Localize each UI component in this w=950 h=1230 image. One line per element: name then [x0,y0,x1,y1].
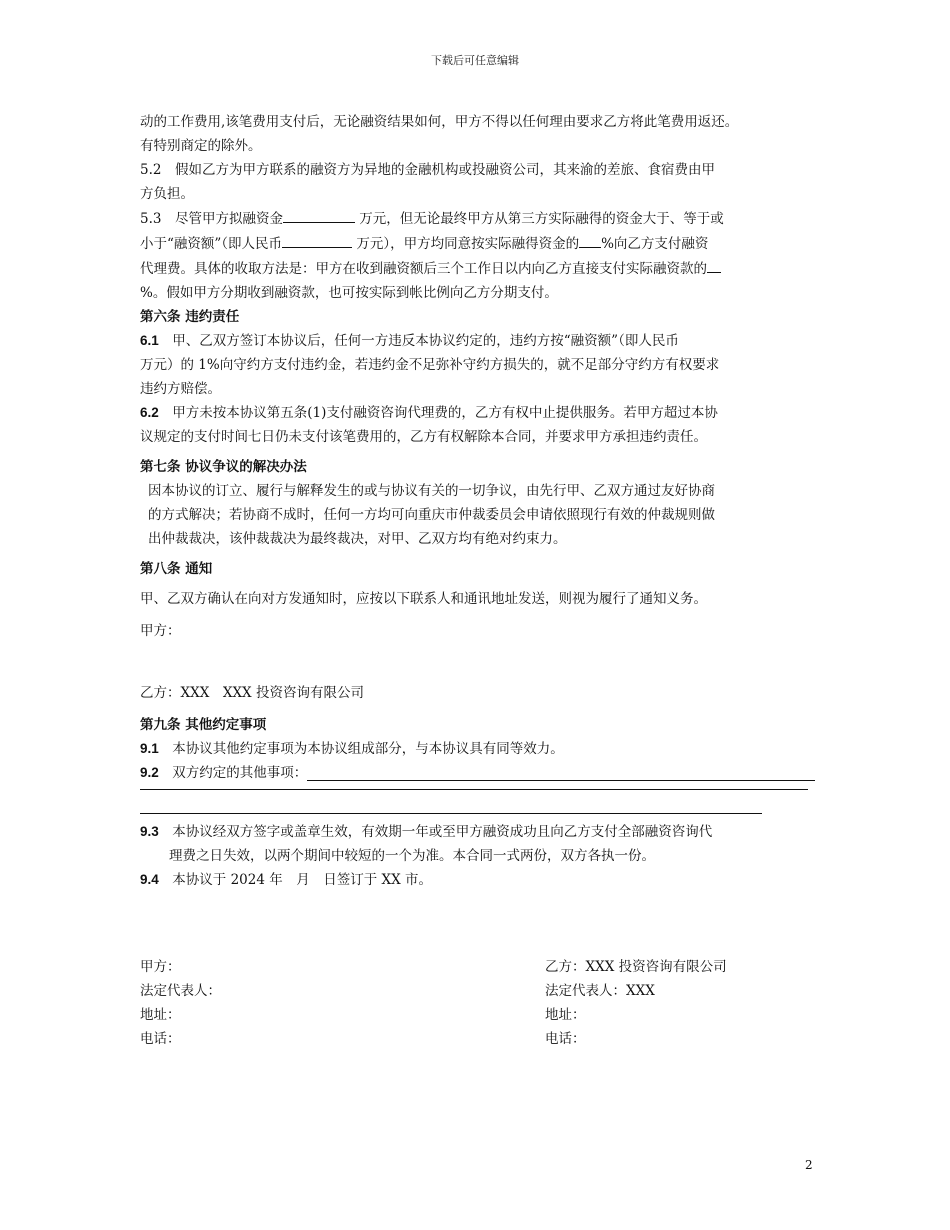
signature-row [140,979,815,1003]
fill-line [307,780,815,781]
party-b-address: 地址： [545,1007,586,1023]
article-9-title: 第九条 其他约定事项 [140,717,267,733]
signature-block [140,955,815,1051]
fill-line [140,813,762,814]
fill-line [140,789,808,790]
text-span: 本协议其他约定事项为本协议组成部分，与本协议具有同等效力。 [158,741,564,757]
signature-row [140,955,815,979]
party-a-signature: 甲方： [140,959,181,975]
paragraph-line [140,256,815,281]
clause-6-1 [140,329,815,353]
fill-blank [707,256,721,273]
article-7-title: 第七条 协议争议的解决办法 [140,459,307,475]
document-body [140,110,815,892]
text-span: 5.3 尽管甲方拟融资金 [140,211,283,227]
paragraph-line: 有特别商定的除外。 [140,138,262,154]
clause-9-4 [140,868,815,892]
paragraph-line: 出仲裁裁决，该仲裁裁决为最终裁决，对甲、乙双方均有绝对约束力。 [148,531,567,547]
text-span: 代理费。具体的收取方法是：甲方在收到融资额后三个工作日以内向乙方直接支付实际融资款的 [140,261,707,277]
paragraph-line: 议规定的支付时间七日仍未支付该笔费用的，乙方有权解除本合同，并要求甲方承担违约责任。 [140,429,707,445]
paragraph-line: 万元）的 1%向守约方支付违约金，若违约金不足弥补守约方损失的，就不足部分守约方有权要求 [140,357,720,373]
page-number: 2 [805,1158,813,1172]
clause-number: 9.4 [140,872,159,887]
party-a-address: 地址： [140,1007,181,1023]
party-b-signature: 乙方：XXX 投资咨询有限公司 [545,959,727,975]
paragraph-line: 的方式解决；若协商不成时，任何一方均可向重庆市仲裁委员会申请依照现行有效的仲裁规则做 [148,507,715,523]
text-span: %向乙方支付融资 [601,236,709,252]
fill-blank [283,206,355,223]
party-a-legal-rep: 法定代表人： [140,983,221,999]
page-header: 下载后可任意编辑 [431,54,519,67]
paragraph-line: 违约方赔偿。 [140,381,221,397]
paragraph-line [140,231,815,256]
paragraph-line: 理费之日失效，以两个期间中较短的一个为准。本合同一式两份，双方各执一份。 [169,848,655,864]
clause-number: 6.1 [140,333,159,348]
text-span: 双方约定的其他事项： [158,765,308,781]
paragraph-line: %。假如甲方分期收到融资款，也可按实际到帐比例向乙方分期支付。 [140,285,558,301]
paragraph-line: 5.2 假如乙方为甲方联系的融资方为异地的金融机构或投融资公司，其来渝的差旅、食宿费由甲 [140,162,715,178]
text-span: 本协议经双方签字或盖章生效，有效期一年或至甲方融资成功且向乙方支付全部融资咨询代 [158,824,713,840]
signature-row [140,1003,815,1027]
clause-9-1 [140,737,815,761]
text-span: 本协议于 2024 年 月 日签订于 XX 市。 [158,872,433,888]
clause-9-2 [140,761,815,785]
clause-number: 9.2 [140,765,159,780]
party-a-contact: 甲方： [140,623,181,639]
paragraph-line: 因本协议的订立、履行与解释发生的或与协议有关的一切争议，由先行甲、乙双方通过友好协商 [148,483,715,499]
party-b-contact: 乙方：XXX XXX 投资咨询有限公司 [140,685,364,701]
text-span: 万元，但无论最终甲方从第三方实际融得的资金大于、等于或 [354,211,724,227]
clause-9-3 [140,820,815,844]
article-8-title: 第八条 通知 [140,561,213,577]
paragraph-line [140,206,815,231]
text-span: 甲方未按本协议第五条(1)支付融资咨询代理费的，乙方有权中止提供服务。若甲方超过本协 [158,405,718,421]
party-a-phone: 电话： [140,1031,181,1047]
signature-row [140,1027,815,1051]
paragraph-line: 甲、乙双方确认在向对方发通知时，应按以下联系人和通讯地址发送，则视为履行了通知义务。 [140,591,707,607]
text-span: 小于“融资额”（即人民币 [140,236,283,252]
fill-blank [579,231,601,248]
clause-number: 6.2 [140,405,159,420]
clause-6-2 [140,401,815,425]
party-b-legal-rep: 法定代表人：XXX [545,983,655,999]
clause-number: 9.1 [140,741,159,756]
clause-number: 9.3 [140,824,159,839]
fill-blank [282,231,352,248]
paragraph-line: 方负担。 [140,186,194,202]
text-span: 甲、乙双方签订本协议后，任何一方违反本协议约定的，违约方按“融资额”（即人民币 [158,333,679,349]
article-6-title: 第六条 违约责任 [140,309,240,325]
party-b-phone: 电话： [545,1031,586,1047]
paragraph-line: 动的工作费用,该笔费用支付后，无论融资结果如何，甲方不得以任何理由要求乙方将此笔费用返还。 [140,114,739,130]
text-span: 万元），甲方均同意按实际融得资金的 [352,236,580,252]
